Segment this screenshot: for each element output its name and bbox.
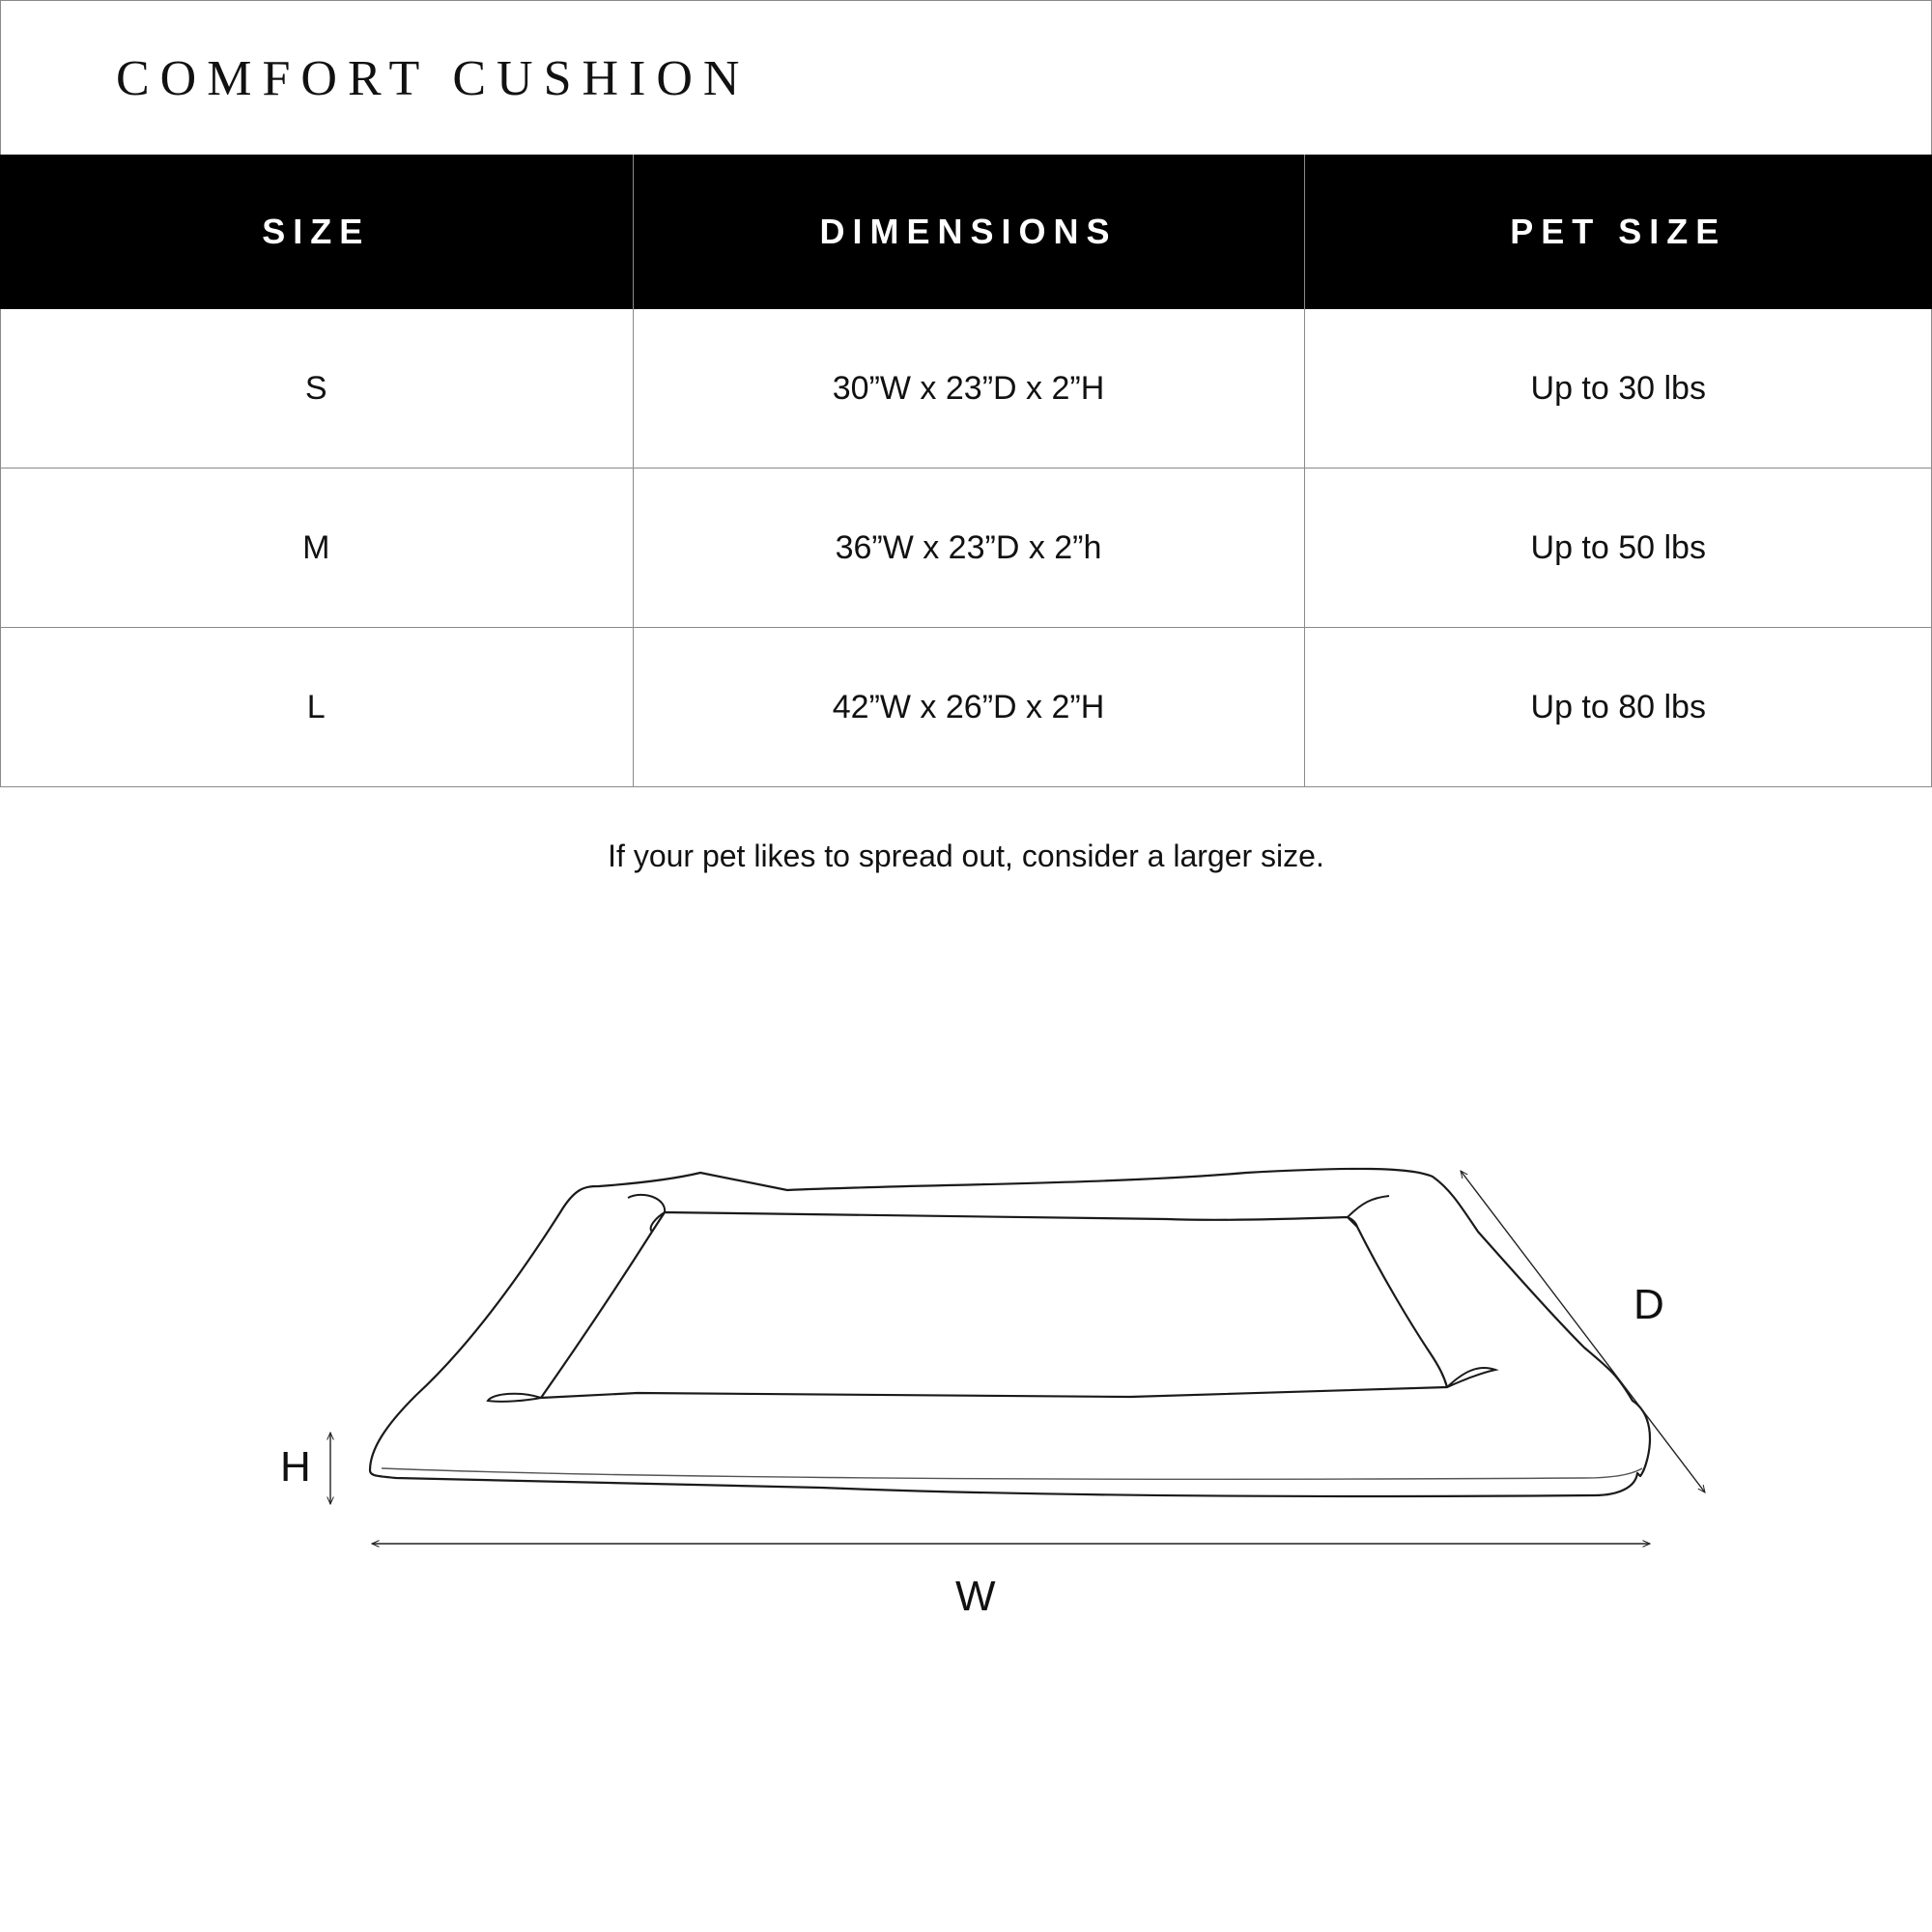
depth-arrow xyxy=(1461,1171,1705,1492)
cushion-bottom-edge xyxy=(382,1468,1642,1479)
corner-tuft-back-left xyxy=(628,1195,665,1232)
cell-pet-size: Up to 80 lbs xyxy=(1304,628,1932,787)
cell-size: L xyxy=(0,628,633,787)
depth-label: D xyxy=(1634,1281,1664,1328)
height-label: H xyxy=(280,1443,311,1491)
cell-dimensions: 42”W x 26”D x 2”H xyxy=(633,628,1304,787)
cell-size: M xyxy=(0,469,633,628)
cell-pet-size: Up to 30 lbs xyxy=(1304,309,1932,469)
cell-pet-size: Up to 50 lbs xyxy=(1304,469,1932,628)
cell-dimensions: 30”W x 23”D x 2”H xyxy=(633,309,1304,469)
corner-tuft-front-left xyxy=(488,1394,541,1402)
column-header-pet-size: PET SIZE xyxy=(1304,155,1932,309)
width-label: W xyxy=(955,1573,996,1620)
column-header-dimensions: DIMENSIONS xyxy=(633,155,1304,309)
cell-size: S xyxy=(304,369,327,407)
cell-dimensions: 36”W x 23”D x 2”h xyxy=(633,469,1304,628)
page-title: COMFORT CUSHION xyxy=(116,51,751,106)
size-advice-note: If your pet likes to spread out, consider a larger size. xyxy=(608,838,1324,873)
corner-tuft-front-right xyxy=(1447,1368,1495,1387)
cushion-inner-surface xyxy=(541,1212,1447,1398)
corner-tuft-back-right xyxy=(1348,1196,1389,1227)
column-header-size: SIZE xyxy=(0,155,633,309)
